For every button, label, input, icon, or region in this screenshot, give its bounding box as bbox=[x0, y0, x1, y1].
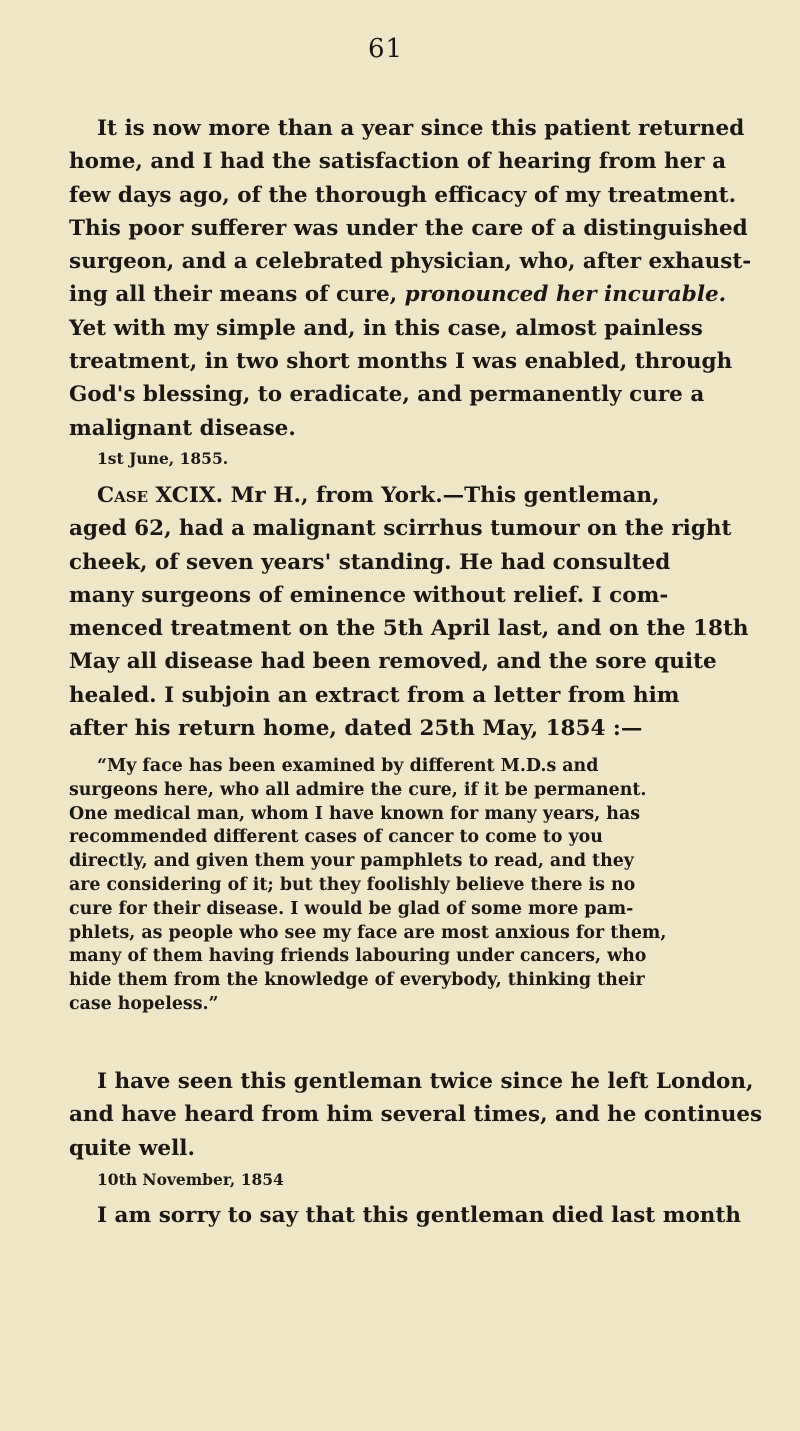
text-line: cheek, of seven years' standing. He had consulted bbox=[69, 549, 671, 575]
date-line: 1st June, 1855. bbox=[97, 449, 229, 468]
quote-line: are considering of it; but they foolishly believe there is no bbox=[69, 874, 636, 895]
quote-line: case hopeless.” bbox=[69, 993, 219, 1014]
paragraph-seen-twice bbox=[69, 1065, 763, 1165]
paragraph-sorry bbox=[69, 1199, 749, 1232]
date-june-1855 bbox=[69, 448, 749, 470]
text-line: treatment, in two short months I was enabled, through bbox=[69, 349, 733, 375]
text-line: I am sorry to say that this gentleman died last month bbox=[97, 1203, 742, 1228]
text-line: I have seen this gentleman twice since he left London, bbox=[97, 1069, 754, 1094]
text-line: God's blessing, to eradicate, and permanently cure a bbox=[69, 382, 705, 408]
quoted-letter bbox=[69, 755, 749, 1017]
text-line: This poor sufferer was under the care of a distinguished bbox=[69, 215, 748, 241]
quote-line: “My face has been examined by different M.D.s and bbox=[97, 756, 599, 776]
quote-line: One medical man, whom I have known for many years, has bbox=[69, 803, 641, 824]
text-line: home, and I had the satisfaction of hearing from her a bbox=[69, 149, 727, 175]
paragraph-patient-returned bbox=[69, 112, 752, 445]
date-line: 10th November, 1854 bbox=[97, 1170, 284, 1189]
text-line: Yet with my simple and, in this case, almost painless bbox=[69, 315, 703, 341]
paragraph-case-xcix bbox=[69, 479, 749, 745]
quote-line: phlets, as people who see my face are most anxious for them, bbox=[69, 922, 667, 943]
text-line bbox=[69, 278, 749, 311]
text-line: malignant disease. bbox=[69, 415, 296, 441]
text-line bbox=[69, 479, 749, 512]
text-line: aged 62, had a malignant scirrhus tumour on the right bbox=[69, 516, 732, 542]
text-line: quite well. bbox=[69, 1135, 195, 1161]
text-line: It is now more than a year since this patient returned bbox=[97, 116, 745, 141]
quote-line: cure for their disease. I would be glad of some more pam- bbox=[69, 898, 634, 919]
text-line: after his return home, dated 25th May, 1854 :— bbox=[69, 716, 643, 742]
text-line: menced treatment on the 5th April last, and on the 18th bbox=[69, 616, 749, 642]
text-line: healed. I subjoin an extract from a letter from him bbox=[69, 682, 680, 708]
text-line: many surgeons of eminence without relief. I com- bbox=[69, 582, 669, 608]
text-line: May all disease had been removed, and the sore quite bbox=[69, 649, 717, 675]
date-november-1854 bbox=[69, 1169, 749, 1191]
quote-line: recommended different cases of cancer to come to you bbox=[69, 827, 603, 848]
text-line: few days ago, of the thorough efficacy of my treatment. bbox=[69, 182, 737, 208]
quote-line: directly, and given them your pamphlets to read, and they bbox=[69, 851, 634, 872]
text-line: and have heard from him several times, and he continues bbox=[69, 1102, 763, 1128]
quote-line: hide them from the knowledge of everybody, thinking their bbox=[69, 970, 645, 991]
text-span: ing all their means of cure, bbox=[69, 282, 405, 308]
text-line: surgeon, and a celebrated physician, who, after exhaust- bbox=[69, 249, 752, 275]
italic-phrase: pronounced her incurable. bbox=[404, 282, 727, 308]
text-span: Mr H., from York.—This gentleman, bbox=[223, 483, 660, 508]
quote-line: many of them having friends labouring under cancers, who bbox=[69, 946, 647, 967]
page-number: 61 bbox=[368, 34, 404, 64]
quote-line: surgeons here, who all admire the cure, if it be permanent. bbox=[69, 779, 647, 800]
case-label: Case XCIX. bbox=[97, 483, 224, 508]
